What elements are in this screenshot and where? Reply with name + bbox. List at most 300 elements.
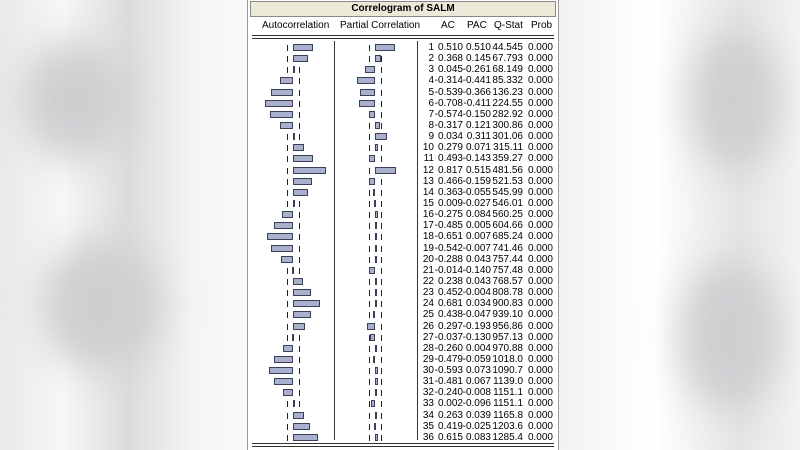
table-row [248, 75, 558, 86]
confidence-bound-mark [287, 190, 288, 196]
confidence-bound-mark [287, 201, 288, 207]
ac-value: -0.037 [434, 331, 463, 343]
lag-value: 27 [422, 331, 434, 343]
qstat-value: 604.66 [492, 220, 523, 232]
table-row [248, 332, 558, 343]
header-partial-correlation: Partial Correlation [340, 20, 421, 31]
confidence-bound-mark [369, 212, 370, 218]
qstat-value: 85.332 [492, 75, 523, 87]
confidence-bound-mark [369, 368, 370, 374]
qstat-value: 545.99 [492, 186, 523, 198]
lag-value: 25 [422, 309, 434, 321]
prob-value: 0.000 [527, 287, 553, 299]
header-ac: AC [441, 20, 455, 31]
confidence-bound-mark [381, 223, 382, 229]
ac-value: 0.263 [437, 409, 463, 421]
qstat-value: 957.13 [492, 331, 523, 343]
lag-value: 15 [422, 197, 434, 209]
table-row [248, 165, 558, 176]
ac-value: 0.493 [437, 153, 463, 165]
ac-bar [293, 55, 308, 62]
confidence-bound-mark [287, 156, 288, 162]
confidence-bound-mark [381, 56, 382, 62]
confidence-bound-mark [381, 435, 382, 441]
ac-value: -0.542 [434, 242, 463, 254]
prob-value: 0.000 [527, 387, 553, 399]
pac-value: -0.143 [462, 153, 491, 165]
pac-bar [375, 289, 377, 296]
confidence-bound-mark [369, 435, 370, 441]
prob-value: 0.000 [527, 242, 553, 254]
confidence-bound-mark [381, 379, 382, 385]
ac-value: 0.279 [437, 142, 463, 154]
lag-value: 3 [428, 64, 434, 76]
qstat-value: 224.55 [492, 97, 523, 109]
qstat-value: 970.88 [492, 342, 523, 354]
confidence-bound-mark [369, 134, 370, 140]
confidence-bound-mark [369, 223, 370, 229]
pac-value: -0.059 [462, 353, 491, 365]
pac-bar [375, 222, 377, 229]
pac-value: 0.034 [465, 298, 491, 310]
pac-value: 0.145 [465, 53, 491, 65]
pac-bar [374, 423, 376, 430]
confidence-bound-mark [299, 357, 300, 363]
ac-bar [280, 77, 293, 84]
pac-value: -0.411 [463, 97, 491, 109]
confidence-bound-mark [369, 401, 370, 407]
table-row [248, 142, 558, 153]
pac-value: 0.043 [465, 253, 491, 265]
confidence-bound-mark [369, 56, 370, 62]
table-row [248, 243, 558, 254]
ac-value: -0.481 [434, 376, 463, 388]
prob-value: 0.000 [527, 331, 553, 343]
qstat-value: 359.27 [492, 153, 523, 165]
confidence-bound-mark [381, 335, 382, 341]
confidence-bound-mark [299, 379, 300, 385]
background-blur [40, 240, 160, 370]
confidence-bound-mark [369, 201, 370, 207]
pac-value: 0.510 [465, 42, 491, 53]
confidence-bound-mark [287, 134, 288, 140]
lag-value: 29 [422, 353, 434, 365]
ac-bar [293, 434, 318, 441]
ac-value: 0.510 [437, 42, 463, 53]
qstat-value: 808.78 [492, 287, 523, 299]
ac-value: 0.438 [437, 309, 463, 321]
confidence-bound-mark [381, 190, 382, 196]
prob-value: 0.000 [527, 275, 553, 287]
lag-value: 32 [422, 387, 434, 399]
confidence-bound-mark [299, 201, 300, 207]
pac-bar [375, 55, 381, 62]
table-row [248, 187, 558, 198]
pac-value: -0.130 [462, 331, 491, 343]
lag-value: 23 [422, 287, 434, 299]
qstat-value: 1165.8 [493, 409, 523, 421]
pac-bar [375, 167, 396, 174]
ac-value: 0.817 [437, 164, 463, 176]
ac-bar [293, 400, 295, 407]
pac-bar [375, 278, 377, 285]
ac-bar [280, 122, 293, 129]
table-row [248, 120, 558, 131]
pac-bar [369, 155, 375, 162]
pac-bar [359, 100, 375, 107]
prob-value: 0.000 [527, 75, 553, 87]
pac-value: 0.005 [465, 220, 491, 232]
table-row [248, 42, 558, 53]
lag-value: 10 [422, 142, 434, 154]
qstat-value: 939.10 [492, 309, 523, 321]
confidence-bound-mark [381, 401, 382, 407]
confidence-bound-mark [381, 67, 382, 73]
prob-value: 0.000 [527, 97, 553, 109]
confidence-bound-mark [299, 390, 300, 396]
prob-value: 0.000 [527, 320, 553, 332]
table-row [248, 209, 558, 220]
ac-bar [293, 323, 305, 330]
confidence-bound-mark [287, 335, 288, 341]
pac-bar [375, 345, 377, 352]
pac-value: 0.067 [465, 376, 491, 388]
pac-value: 0.084 [465, 209, 491, 221]
lag-value: 1 [428, 42, 434, 53]
lag-value: 19 [422, 242, 434, 254]
ac-value: 0.297 [437, 320, 463, 332]
confidence-bound-mark [299, 368, 300, 374]
lag-value: 26 [422, 320, 434, 332]
table-row [248, 98, 558, 109]
pac-bar [375, 122, 380, 129]
confidence-bound-mark [381, 268, 382, 274]
prob-value: 0.000 [527, 86, 553, 98]
ac-bar [293, 144, 304, 151]
lag-value: 4 [428, 75, 434, 87]
prob-value: 0.000 [527, 119, 553, 131]
pac-value: -0.047 [462, 309, 491, 321]
confidence-bound-mark [381, 279, 382, 285]
ac-bar [293, 178, 312, 185]
confidence-bound-mark [369, 357, 370, 363]
table-row [248, 421, 558, 432]
pac-value: -0.261 [462, 64, 491, 76]
ac-value: -0.539 [434, 86, 463, 98]
confidence-bound-mark [369, 424, 370, 430]
ac-value: 0.681 [437, 298, 463, 310]
confidence-bound-mark [381, 156, 382, 162]
ac-bar [293, 189, 308, 196]
pac-bar [365, 66, 375, 73]
footer-divider [252, 443, 554, 447]
confidence-bound-mark [381, 123, 382, 129]
qstat-value: 315.11 [493, 142, 523, 154]
confidence-bound-mark [299, 401, 300, 407]
confidence-bound-mark [299, 335, 300, 341]
header-divider [252, 35, 554, 39]
confidence-bound-mark [299, 101, 300, 107]
qstat-value: 300.86 [492, 119, 523, 131]
correlogram-title: Correlogram of SALM [250, 1, 556, 17]
pac-bar [367, 323, 375, 330]
ac-value: 0.615 [437, 431, 463, 443]
qstat-value: 1285.4 [492, 431, 523, 443]
confidence-bound-mark [381, 234, 382, 240]
prob-value: 0.000 [527, 42, 553, 53]
ac-value: -0.317 [434, 119, 463, 131]
ac-bar [293, 311, 311, 318]
confidence-bound-mark [287, 179, 288, 185]
lag-value: 21 [422, 264, 434, 276]
correlogram-panel [247, 0, 559, 450]
qstat-value: 560.25 [492, 209, 523, 221]
qstat-value: 757.44 [492, 253, 523, 265]
qstat-value: 1203.6 [492, 420, 523, 432]
table-row [248, 254, 558, 265]
qstat-value: 900.83 [492, 298, 523, 310]
table-row [248, 298, 558, 309]
confidence-bound-mark [299, 78, 300, 84]
confidence-bound-mark [369, 246, 370, 252]
confidence-bound-mark [381, 324, 382, 330]
confidence-bound-mark [287, 290, 288, 296]
pac-value: 0.121 [465, 119, 491, 131]
pac-bar [375, 233, 377, 240]
confidence-bound-mark [299, 123, 300, 129]
pac-value: -0.140 [462, 264, 491, 276]
qstat-value: 1151.1 [493, 398, 523, 410]
table-row [248, 109, 558, 120]
confidence-bound-mark [287, 413, 288, 419]
confidence-bound-mark [369, 45, 370, 51]
lag-value: 8 [428, 119, 434, 131]
lag-value: 14 [422, 186, 434, 198]
confidence-bound-mark [369, 257, 370, 263]
table-row [248, 432, 558, 443]
ac-bar [293, 66, 295, 73]
table-row [248, 231, 558, 242]
background-blur [680, 260, 780, 410]
ac-value: 0.419 [437, 420, 463, 432]
qstat-value: 1018.0 [492, 353, 523, 365]
prob-value: 0.000 [527, 264, 553, 276]
confidence-bound-mark [369, 312, 370, 318]
prob-value: 0.000 [527, 253, 553, 265]
confidence-bound-mark [369, 145, 370, 151]
ac-bar [293, 44, 313, 51]
prob-value: 0.000 [527, 231, 553, 243]
ac-bar [269, 367, 293, 374]
confidence-bound-mark [287, 401, 288, 407]
confidence-bound-mark [299, 268, 300, 274]
header-autocorrelation: Autocorrelation [262, 20, 330, 31]
lag-value: 31 [422, 376, 434, 388]
confidence-bound-mark [381, 413, 382, 419]
confidence-bound-mark [369, 190, 370, 196]
lag-value: 6 [428, 97, 434, 109]
pac-value: 0.043 [465, 275, 491, 287]
pac-bar [369, 178, 375, 185]
table-row [248, 220, 558, 231]
ac-bar [274, 222, 293, 229]
ac-bar [271, 245, 293, 252]
confidence-bound-mark [369, 413, 370, 419]
confidence-bound-mark [287, 145, 288, 151]
pac-bar [375, 133, 387, 140]
lag-value: 7 [428, 108, 434, 120]
ac-value: 0.363 [437, 186, 463, 198]
qstat-value: 741.46 [492, 242, 523, 254]
ac-bar [283, 345, 293, 352]
qstat-value: 956.86 [492, 320, 523, 332]
ac-value: 0.466 [437, 175, 463, 187]
confidence-bound-mark [381, 312, 382, 318]
ac-bar [293, 300, 320, 307]
pac-bar [370, 334, 375, 341]
pac-value: -0.096 [462, 398, 491, 410]
confidence-bound-mark [381, 201, 382, 207]
pac-bar [369, 267, 375, 274]
table-row [248, 343, 558, 354]
confidence-bound-mark [299, 67, 300, 73]
table-row [248, 131, 558, 142]
lag-value: 34 [422, 409, 434, 421]
confidence-bound-mark [381, 212, 382, 218]
table-row [248, 287, 558, 298]
table-row [248, 309, 558, 320]
ac-bar [265, 100, 293, 107]
prob-value: 0.000 [527, 431, 553, 443]
confidence-bound-mark [287, 424, 288, 430]
header-pac: PAC [467, 20, 487, 31]
lag-value: 20 [422, 253, 434, 265]
ac-value: -0.288 [434, 253, 463, 265]
ac-bar [267, 233, 293, 240]
confidence-bound-mark [287, 168, 288, 174]
pac-value: -0.027 [462, 197, 491, 209]
ac-bar [270, 111, 293, 118]
ac-value: 0.238 [437, 275, 463, 287]
qstat-value: 1090.7 [492, 365, 523, 377]
table-row [248, 387, 558, 398]
ac-bar [293, 155, 313, 162]
pac-bar [375, 434, 378, 441]
confidence-bound-mark [381, 390, 382, 396]
ac-value: -0.593 [434, 365, 463, 377]
table-row [248, 376, 558, 387]
pac-value: 0.515 [465, 164, 491, 176]
qstat-value: 521.53 [492, 175, 523, 187]
pac-bar [375, 389, 377, 396]
pac-bar [371, 400, 375, 407]
table-row [248, 198, 558, 209]
qstat-value: 757.48 [492, 264, 523, 276]
lag-value: 24 [422, 298, 434, 310]
prob-value: 0.000 [527, 342, 553, 354]
prob-value: 0.000 [527, 298, 553, 310]
pac-bar [369, 111, 375, 118]
confidence-bound-mark [381, 179, 382, 185]
ac-bar [282, 211, 293, 218]
confidence-bound-mark [369, 168, 370, 174]
pac-value: 0.073 [465, 365, 491, 377]
confidence-bound-mark [381, 101, 382, 107]
ac-bar [281, 256, 293, 263]
qstat-value: 282.92 [492, 108, 523, 120]
lag-value: 13 [422, 175, 434, 187]
confidence-bound-mark [287, 268, 288, 274]
confidence-bound-mark [381, 301, 382, 307]
ac-value: -0.651 [434, 231, 463, 243]
ac-bar [274, 356, 293, 363]
prob-value: 0.000 [527, 175, 553, 187]
lag-value: 9 [428, 131, 434, 143]
pac-value: 0.071 [465, 142, 491, 154]
prob-value: 0.000 [527, 353, 553, 365]
confidence-bound-mark [381, 424, 382, 430]
confidence-bound-mark [287, 435, 288, 441]
pac-bar [375, 44, 395, 51]
ac-bar [292, 267, 294, 274]
prob-value: 0.000 [527, 142, 553, 154]
confidence-bound-mark [369, 123, 370, 129]
lag-value: 30 [422, 365, 434, 377]
pac-bar [374, 200, 376, 207]
prob-value: 0.000 [527, 409, 553, 421]
ac-value: 0.045 [437, 64, 463, 76]
prob-value: 0.000 [527, 153, 553, 165]
lag-value: 12 [422, 164, 434, 176]
ac-value: -0.240 [434, 387, 463, 399]
confidence-bound-mark [287, 67, 288, 73]
table-row [248, 276, 558, 287]
lag-value: 35 [422, 420, 434, 432]
prob-value: 0.000 [527, 376, 553, 388]
ac-value: 0.368 [437, 53, 463, 65]
table-row [248, 265, 558, 276]
confidence-bound-mark [369, 234, 370, 240]
confidence-bound-mark [299, 90, 300, 96]
confidence-bound-mark [381, 346, 382, 352]
confidence-bound-mark [381, 145, 382, 151]
confidence-bound-mark [381, 90, 382, 96]
table-row [248, 398, 558, 409]
confidence-bound-mark [381, 357, 382, 363]
lag-value: 18 [422, 231, 434, 243]
confidence-bound-mark [369, 279, 370, 285]
qstat-value: 1151.1 [493, 387, 523, 399]
confidence-bound-mark [299, 134, 300, 140]
confidence-bound-mark [381, 246, 382, 252]
ac-value: -0.314 [434, 75, 463, 87]
pac-bar [375, 412, 377, 419]
table-row [248, 64, 558, 75]
qstat-value: 1139.0 [493, 376, 523, 388]
lag-value: 36 [422, 431, 434, 443]
confidence-bound-mark [381, 368, 382, 374]
pac-bar [375, 300, 377, 307]
confidence-bound-mark [369, 290, 370, 296]
pac-value: -0.055 [462, 186, 491, 198]
pac-bar [373, 311, 375, 318]
qstat-value: 136.23 [492, 86, 523, 98]
table-row [248, 354, 558, 365]
confidence-bound-mark [299, 346, 300, 352]
ac-bar [293, 133, 295, 140]
ac-bar [293, 167, 326, 174]
pac-value: -0.025 [462, 420, 491, 432]
